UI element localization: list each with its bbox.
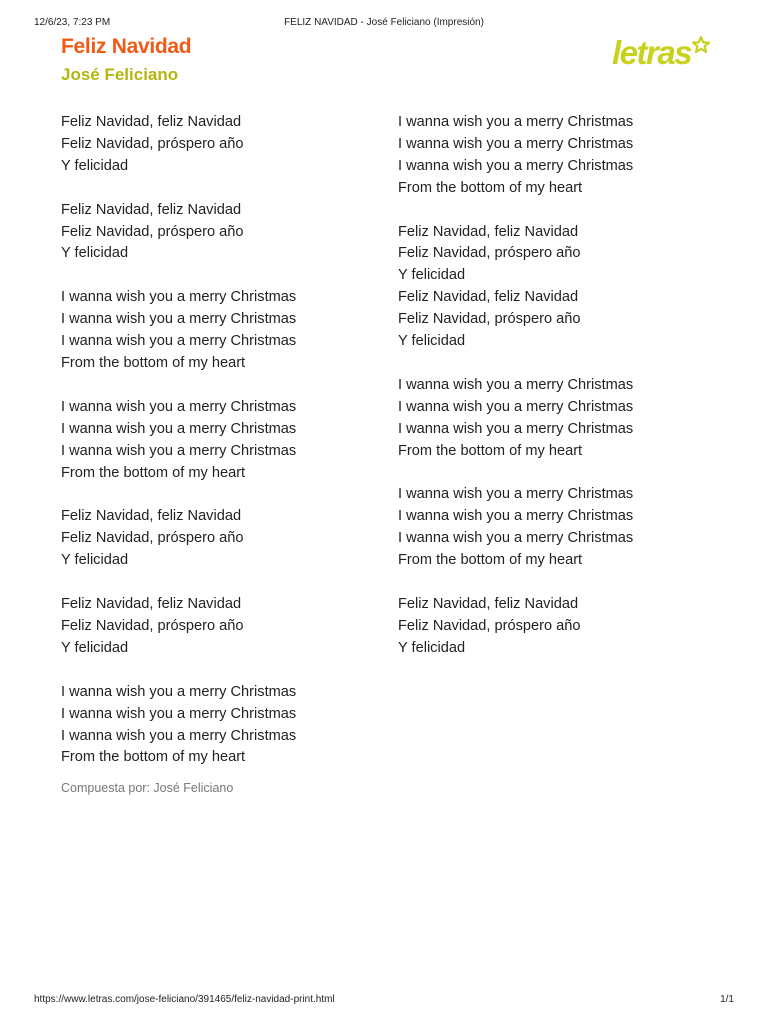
lyrics-line: From the bottom of my heart: [61, 355, 246, 372]
lyrics-line: Feliz Navidad, feliz Navidad: [61, 508, 242, 525]
lyrics-line: From the bottom of my heart: [398, 179, 583, 196]
lyrics-line: Y felicidad: [61, 552, 129, 569]
lyrics-stanza: [398, 112, 718, 200]
lyrics-line: Feliz Navidad, próspero año: [61, 530, 244, 547]
lyrics-line: Feliz Navidad, feliz Navidad: [61, 596, 242, 613]
lyrics-line: From the bottom of my heart: [61, 749, 246, 766]
lyrics-line: I wanna wish you a merry Christmas: [61, 398, 297, 415]
lyrics-line: I wanna wish you a merry Christmas: [61, 683, 297, 700]
lyrics-line: I wanna wish you a merry Christmas: [61, 311, 297, 328]
lyrics-line: Y felicidad: [398, 639, 466, 656]
lyrics-stanza: [398, 222, 718, 353]
song-artist: José Feliciano: [61, 65, 179, 84]
lyrics-stanza: [398, 484, 718, 572]
lyrics-line: Feliz Navidad, próspero año: [398, 617, 581, 634]
letras-logo: [612, 30, 712, 74]
lyrics-line: Feliz Navidad, feliz Navidad: [61, 114, 242, 130]
lyrics-column-right: [398, 112, 718, 682]
lyrics-line: I wanna wish you a merry Christmas: [398, 530, 634, 547]
lyrics-line: Feliz Navidad, próspero año: [398, 245, 581, 262]
lyrics-line: From the bottom of my heart: [61, 464, 246, 481]
song-title: Feliz Navidad: [61, 35, 192, 58]
lyrics-line: Feliz Navidad, feliz Navidad: [398, 223, 579, 240]
lyrics-line: I wanna wish you a merry Christmas: [61, 727, 297, 744]
lyrics-line: I wanna wish you a merry Christmas: [61, 333, 297, 350]
print-datetime: 12/6/23, 7:23 PM: [34, 17, 111, 28]
lyrics-stanza: [61, 594, 381, 660]
composer-credits: Compuesta por: José Feliciano: [61, 781, 234, 795]
lyrics-line: I wanna wish you a merry Christmas: [61, 705, 297, 722]
lyrics-column-left: [61, 112, 381, 791]
lyrics-line: Feliz Navidad, próspero año: [61, 135, 244, 152]
lyrics-line: Feliz Navidad, feliz Navidad: [61, 201, 242, 218]
lyrics-line: Y felicidad: [61, 639, 129, 656]
lyrics-line: I wanna wish you a merry Christmas: [398, 376, 634, 393]
print-header: [34, 17, 734, 31]
print-url: https://www.letras.com/jose-feliciano/391465/feliz-navidad-print.html: [34, 994, 335, 1005]
lyrics-line: From the bottom of my heart: [398, 552, 583, 569]
lyrics-line: I wanna wish you a merry Christmas: [398, 420, 634, 437]
lyrics-stanza: [61, 112, 381, 178]
lyrics-line: I wanna wish you a merry Christmas: [398, 157, 634, 174]
lyrics-line: I wanna wish you a merry Christmas: [398, 508, 634, 525]
lyrics-line: I wanna wish you a merry Christmas: [398, 486, 634, 503]
lyrics-line: Y felicidad: [61, 245, 129, 262]
lyrics-stanza: [61, 287, 381, 375]
lyrics-stanza: [398, 375, 718, 463]
lyrics-line: Feliz Navidad, próspero año: [61, 223, 244, 240]
lyrics-line: I wanna wish you a merry Christmas: [398, 398, 634, 415]
lyrics-line: Y felicidad: [398, 267, 466, 284]
lyrics-line: Feliz Navidad, próspero año: [398, 311, 581, 328]
lyrics-line: From the bottom of my heart: [398, 442, 583, 459]
lyrics-line: Y felicidad: [398, 333, 466, 350]
lyrics-line: Feliz Navidad, feliz Navidad: [398, 596, 579, 613]
lyrics-line: I wanna wish you a merry Christmas: [61, 289, 297, 306]
lyrics-stanza: [61, 506, 381, 572]
lyrics-line: Feliz Navidad, feliz Navidad: [398, 289, 579, 306]
lyrics-stanza: [61, 200, 381, 266]
lyrics-stanza: [398, 594, 718, 660]
logo-wordmark: letras: [612, 34, 692, 71]
lyrics-line: I wanna wish you a merry Christmas: [61, 420, 297, 437]
lyrics-stanza: [61, 397, 381, 485]
star-icon: [693, 37, 709, 52]
lyrics-line: Feliz Navidad, próspero año: [61, 618, 244, 635]
print-footer: [34, 994, 734, 1008]
lyrics-line: I wanna wish you a merry Christmas: [398, 114, 634, 130]
lyrics-line: Y felicidad: [61, 157, 129, 174]
lyrics-stanza: [61, 682, 381, 770]
print-page-number: 1/1: [720, 994, 734, 1005]
print-document-title: FELIZ NAVIDAD - José Feliciano (Impresión): [284, 17, 484, 28]
lyrics-line: I wanna wish you a merry Christmas: [61, 442, 297, 459]
lyrics-line: I wanna wish you a merry Christmas: [398, 135, 634, 152]
